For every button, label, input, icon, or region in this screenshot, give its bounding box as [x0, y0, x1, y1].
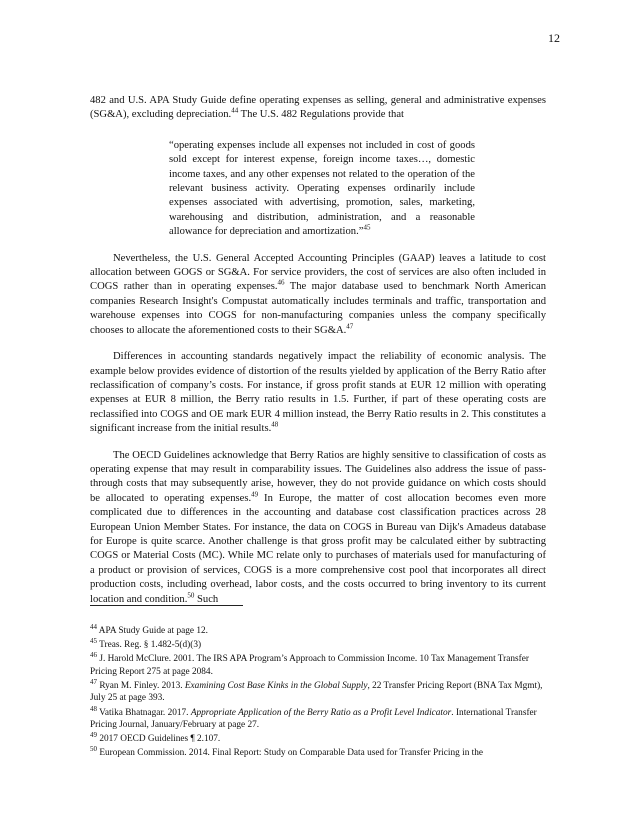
footnote-text: APA Study Guide at page 12. [97, 626, 208, 636]
footnote-text: , 22 Transfer Pricing Report (BNA Tax Mgmt), July 25 at page 393. [90, 680, 543, 704]
block-quote-text: “operating expenses include all expenses not included in cost of goods sold except for interest expense, foreign income taxes…, domestic income taxes, and any other expenses not related to the operation of the relevant business activity. Operating expenses ordinarily include expenses associated with advertising, promotion, sales, marketing, warehousing and distribution, administration, and a reasonable allowance for depreciation and amortization.” [169, 139, 475, 238]
footnote-separator [90, 605, 243, 606]
footnote-44 [90, 622, 546, 638]
footnote-text: 2017 OECD Guidelines ¶ 2.107. [97, 734, 221, 745]
footnote-text: Vatika Bhatnagar. 2017. [97, 707, 191, 718]
footnote-ref-45[interactable]: 45 [363, 223, 371, 232]
footnote-ref-47[interactable]: 47 [346, 322, 354, 331]
block-quote [169, 139, 475, 240]
footnote-ref-49[interactable]: 49 [251, 490, 259, 499]
footnote-title: Appropriate Application of the Berry Ratio as a Profit Level Indicator [190, 707, 452, 718]
paragraph-3 [90, 350, 546, 436]
paragraph-2-text-a: Nevertheless, the U.S. General Accepted Accounting Principles (GAAP) leaves a latitude to cost allocation between GOGS or SG&A. For service providers, the cost of services are also often included in COGS rather than in operating expenses. [90, 252, 546, 293]
footnote-text: . International Transfer Pricing Journal, January/February at page 27. [90, 707, 537, 731]
footnote-text: Ryan M. Finley. 2013. [97, 680, 185, 691]
footnote-45 [90, 639, 546, 652]
footnote-ref-48[interactable]: 48 [271, 420, 279, 429]
body-text [90, 94, 546, 607]
footnote-number: 46 [90, 651, 97, 660]
footnote-text: European Commission. 2014. Final Report: Study on Comparable Data used for Transfer Pricing in the [97, 748, 484, 759]
footnote-ref-46[interactable]: 46 [277, 278, 285, 287]
paragraph-1 [90, 94, 546, 123]
footnote-ref-50[interactable]: 50 [187, 591, 195, 600]
paragraph-3-text-a: Differences in accounting standards negatively impact the reliability of economic analysis. The example below provides evidence of distortion of the results yielded by application of the Berry Ratio after reclassification of company’s costs. For instance, if gross profit stands at EUR 12 million with operating expenses at EUR 8 million, the Berry ratio results in 1.5. Further, if part of these operating costs are reclassified into COGS and OE mark EUR 4 million instead, the Berry Ratio results in 2. This constitutes a significant increase from the initial results. [90, 351, 546, 435]
footnote-47 [90, 677, 546, 705]
paragraph-4 [90, 449, 546, 607]
paragraph-2 [90, 252, 546, 338]
footnote-number: 48 [90, 704, 97, 713]
footnote-number: 44 [90, 622, 97, 631]
footnote-number: 47 [90, 677, 97, 686]
footnote-text: J. Harold McClure. 2001. The IRS APA Program’s Approach to Commission Income. 10 Tax Management Transfer Pricing Report 275 at page 2084. [90, 654, 529, 677]
footnote-number: 50 [90, 745, 97, 754]
paragraph-4-text-c: Such [194, 593, 219, 605]
footnotes [90, 622, 546, 761]
footnote-number: 45 [90, 637, 97, 645]
footnote-50 [90, 747, 546, 760]
footnote-text: Treas. Reg. § 1.482-5(d)(3) [97, 640, 202, 651]
paragraph-4-text-b: In Europe, the matter of cost allocation becomes even more complicated due to differences in the accounting and database cost classification practices across 28 European Union Member States. For instance, the data on COGS in Bureau van Dijk's Amadeus database for Europe is quite scarce. Another challenge is that gross profit may be calculated either by subtracting COGS or Material Costs (MC). While MC relate only to purchases of materials used for manufacturing of a product or provision of services, COGS is a more comprehensive cost pool that incorporates all direct production costs, including overhead, labor costs, and the costs occurred to bring inventory to its current location and condition. [90, 492, 546, 605]
footnote-48 [90, 704, 546, 732]
paragraph-1-text-b: The U.S. 482 Regulations provide that [238, 109, 404, 121]
page-number: 12 [548, 31, 560, 45]
footnote-49 [90, 733, 546, 746]
footnote-46 [90, 653, 546, 678]
footnote-number: 49 [90, 731, 97, 740]
paragraph-4-text-a: The OECD Guidelines acknowledge that Berry Ratios are highly sensitive to classification of costs as operating expense that may result in comparability issues. The Guidelines also address the issue of pass-through costs that may subsequently arise, however, they do not provide guidance on which costs should be allocated to operating expenses. [90, 449, 546, 504]
paragraph-2-text-b: The major database used to benchmark North American companies Research Insight's Compustat automatically includes terminals and traffic, transportation and warehouse expenses into COGS for non-manufacturing companies unless the company specifically chooses to allocate the aforementioned costs to their SG&A. [90, 281, 546, 336]
footnote-ref-44[interactable]: 44 [231, 106, 239, 115]
footnote-title: Examining Cost Base Kinks in the Global Supply [184, 680, 368, 691]
paragraph-1-text-a: 482 and U.S. APA Study Guide define operating expenses as selling, general and administrative expenses (SG&A), excluding depreciation. [90, 95, 546, 121]
